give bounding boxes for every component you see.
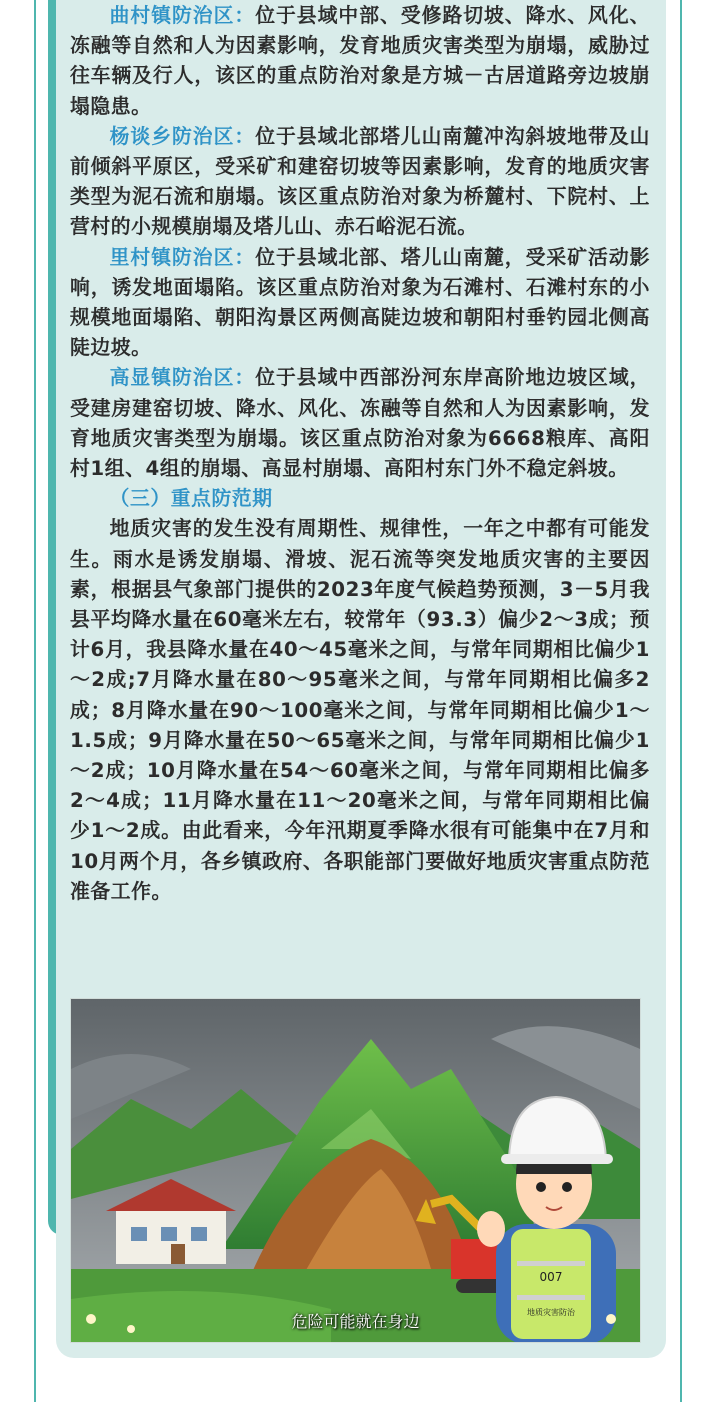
section-body: 位于县域北部塔儿山南麓冲沟斜坡地带及山前倾斜平原区，受采矿和建窑切坡等因素影响，发育的地质灾害类型为泥石流和崩塌。该区重点防治对象为桥麓村、下院村、上营村的小规模崩塌及塔儿山、赤石峪泥石流。 (70, 124, 650, 239)
section-title: 曲村镇防治区： (109, 4, 256, 27)
vest-text: 地质灾害防治 (527, 1308, 575, 1317)
vest-number: 007 (539, 1270, 563, 1284)
section-licun (70, 243, 650, 364)
section-yangtan (70, 122, 650, 243)
section-quncun (70, 1, 650, 122)
section-title: 高显镇防治区： (109, 366, 256, 390)
section-gaoxian (70, 363, 650, 484)
article-body (70, 1, 650, 907)
illustration-svg (71, 999, 640, 1342)
section-title: 杨谈乡防治区： (109, 124, 256, 148)
section-body: 位于县域中部、受修路切坡、降水、风化、冻融等自然和人为因素影响，发育地质灾害类型为崩塌，威胁过往车辆及行人，该区的重点防治对象是方城－古居道路旁边坡崩塌隐患。 (70, 4, 650, 118)
section-body: 位于县域中西部汾河东岸高阶地边坡区域，受建房建窑切坡、降水、风化、冻融等自然和人为因素影响，发育地质灾害类型为崩塌。该区重点防治对象为6668粮库、高阳村1组、4组的崩塌、高显村崩塌、高阳村东门外不稳定斜坡。 (70, 366, 650, 481)
illustration-caption: 危险可能就在身边 (291, 1312, 420, 1331)
prevention-period-paragraph: 地质灾害的发生没有周期性、规律性，一年之中都有可能发生。雨水是诱发崩塌、滑坡、泥石流等突发地质灾害的主要因素，根据县气象部门提供的2023年度气候趋势预测，3－5月我县平均降水量在60毫米左右，较常年（93.3）偏少2～3成；预计6月，我县降水量在40～45毫米之间，与常年同期相比偏少1～2成;7月降水量在80～95毫米之间，与常年同期相比偏多2成；8月降水量在90～100毫米之间，与常年同期相比偏少1～1.5成；9月降水量在50～65毫米之间，与常年同期相比偏少1～2成；10月降水量在54～60毫米之间，与常年同期相比偏多2～4成；11月降水量在11～20毫米之间，与常年同期相比偏少1～2成。由此看来，今年汛期夏季降水很有可能集中在7月和10月两个月，各乡镇政府、各职能部门要做好地质灾害重点防范准备工作。 (70, 517, 650, 903)
subheading: （三）重点防范期 (109, 487, 273, 511)
landslide-illustration (70, 998, 641, 1343)
frame-left-border (34, 0, 36, 1402)
section-title: 里村镇防治区： (109, 245, 256, 269)
frame-right-border (680, 0, 682, 1402)
section-body: 位于县域北部、塔儿山南麓，受采矿活动影响，诱发地面塌陷。该区重点防治对象为石滩村、石滩村东的小规模地面塌陷、朝阳沟景区两侧高陡边坡和朝阳村垂钓园北侧高陡边坡。 (70, 245, 650, 360)
